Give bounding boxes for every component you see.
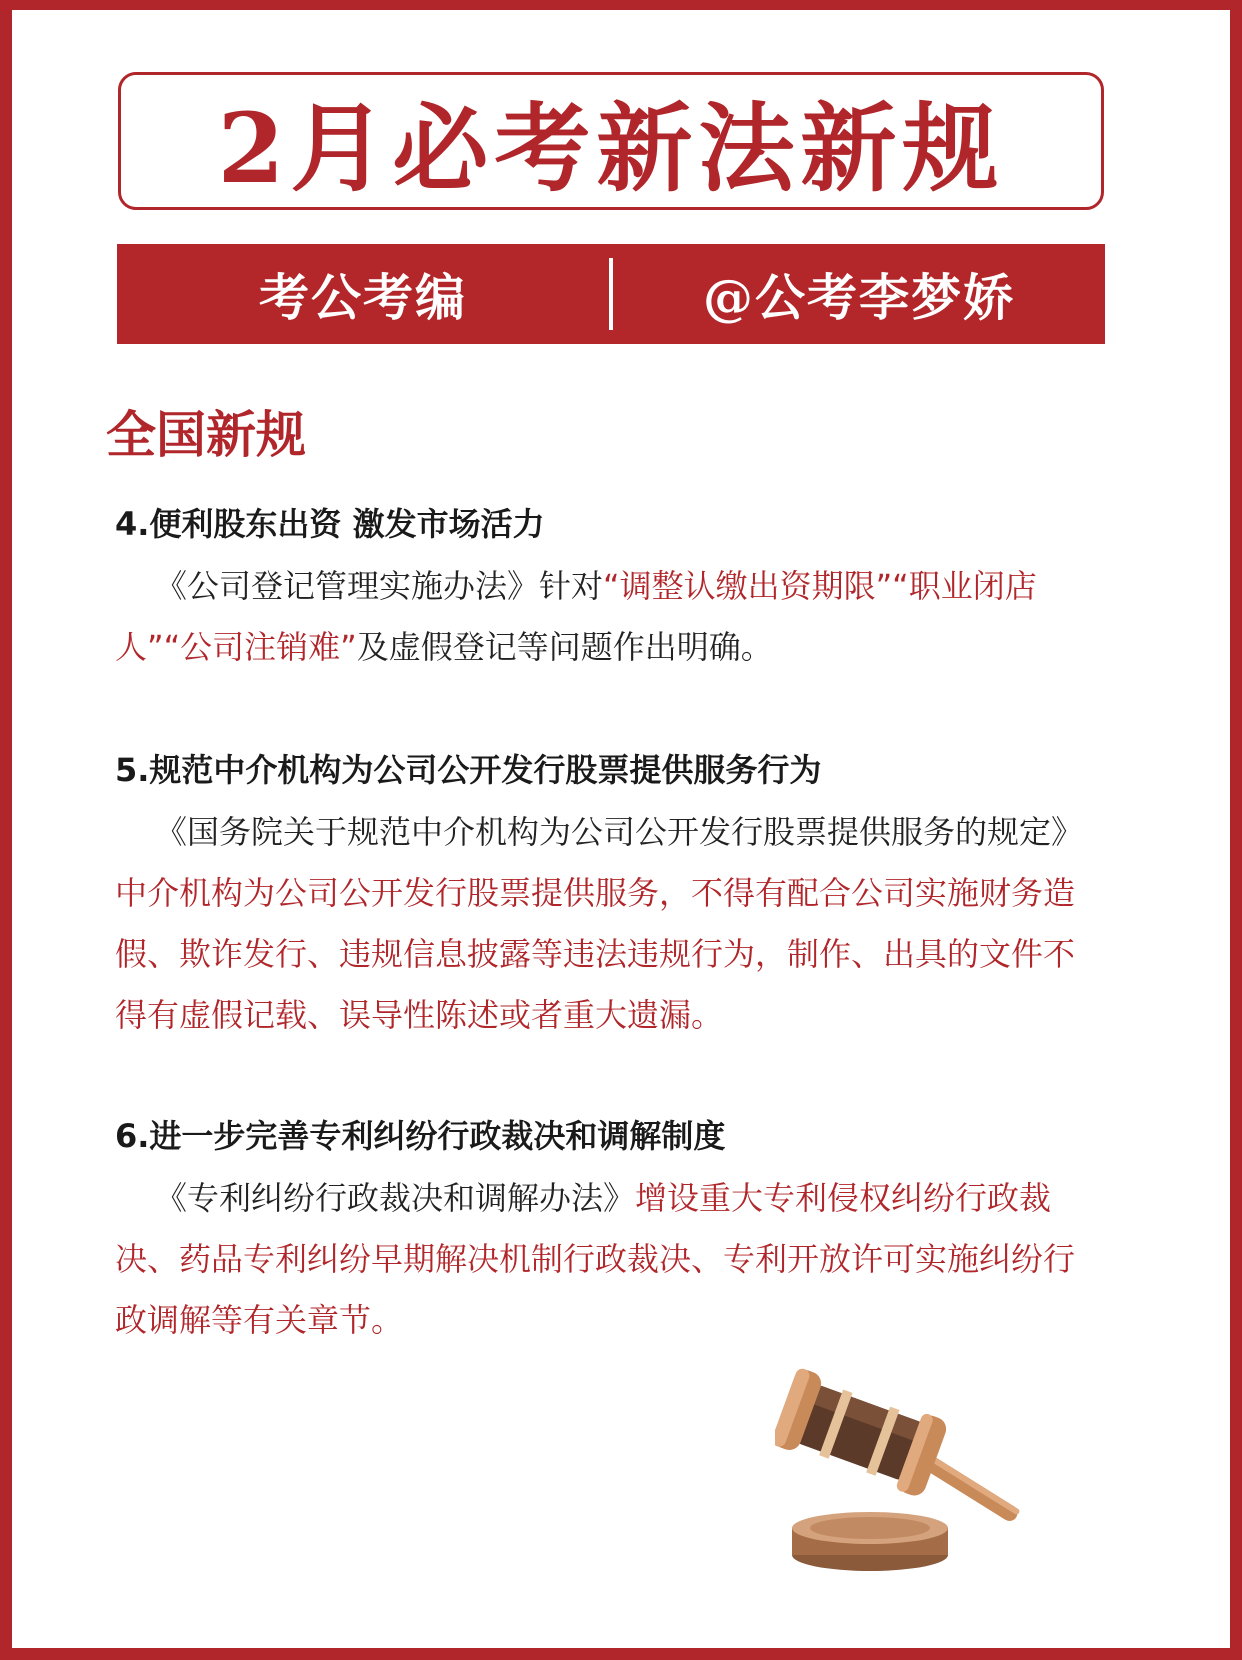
item-highlight: “调整认缴出资期限”“职业闭店人”“公司注销难”: [115, 567, 1037, 666]
item-body: [115, 802, 1100, 1046]
item-text: 及虚假登记等问题作出明确。: [356, 628, 773, 666]
author-banner: [117, 244, 1105, 344]
item-heading: 4.便利股东出资 激发市场活力: [115, 505, 545, 543]
item-highlight: 中介机构为公司公开发行股票提供服务，不得有配合公司实施财务造假、欺诈发行、违规信息披露等违法违规行为，制作、出具的文件不得有虚假记载、误导性陈述或者重大遗漏。: [115, 874, 1076, 1034]
gavel-icon: [775, 1360, 1035, 1575]
item-text: 《公司登记管理实施办法》针对: [155, 567, 604, 605]
item-heading: 6.进一步完善专利纠纷行政裁决和调解制度: [115, 1117, 726, 1155]
item-text: 《国务院关于规范中介机构为公司公开发行股票提供服务的规定》: [155, 813, 1084, 851]
banner-right-label: @公考李梦娇: [703, 268, 1015, 327]
item-body: [115, 556, 1100, 678]
banner-left-label: 考公考编: [259, 268, 467, 327]
page-title: 2月必考新法新规: [217, 91, 1005, 205]
news-item-4: [115, 502, 1100, 678]
item-highlight: 增设重大专利侵权纠纷行政裁决、药品专利纠纷早期解决机制行政裁决、专利开放许可实施纠纷行政调解等有关章节。: [115, 1179, 1076, 1339]
title-box: [118, 72, 1104, 210]
section-heading: 全国新规: [106, 405, 306, 464]
news-item-6: [115, 1114, 1100, 1351]
item-text: 《专利纠纷行政裁决和调解办法》: [155, 1179, 636, 1217]
news-item-5: [115, 748, 1100, 1046]
item-heading: 5.规范中介机构为公司公开发行股票提供服务行为: [115, 751, 822, 789]
item-body: [115, 1168, 1100, 1351]
